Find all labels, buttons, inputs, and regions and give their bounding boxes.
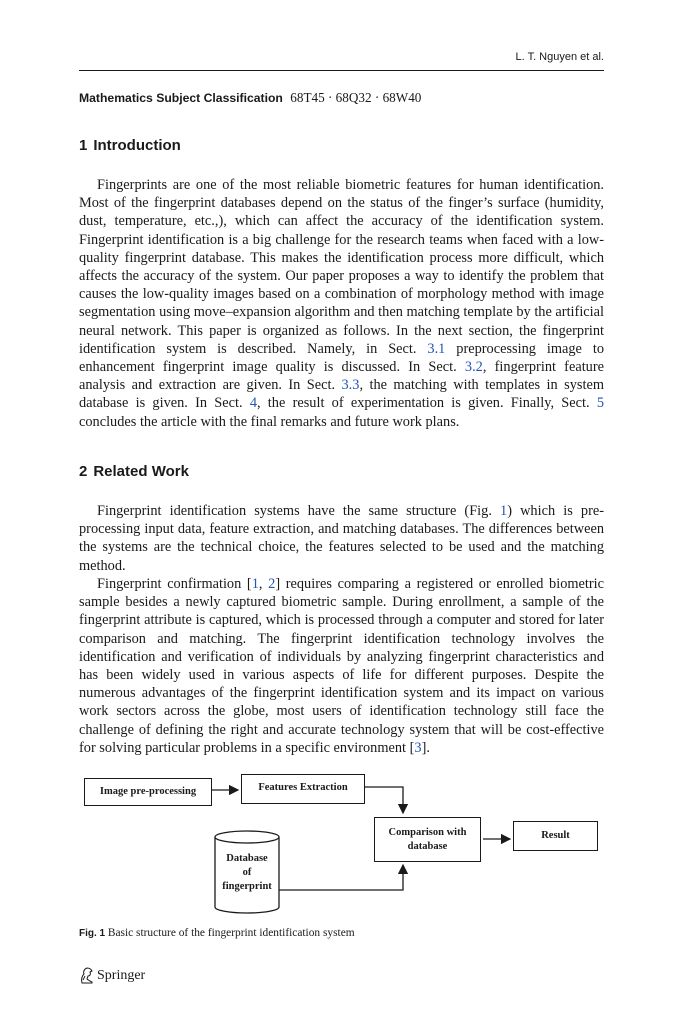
publisher-footer	[79, 967, 145, 984]
section-number: 2	[79, 463, 88, 480]
database-label	[215, 852, 279, 894]
text-run: ] requires comparing a registered or enrolled biometric sample besides a newly captured biometric sample. During enrollment, a sample of the fingerprint attribute is captured, which is processed through a computer and stored for later comparison and matching. The fingerprint identification technology involves the identification and verification of individuals by analyzing fingerprint characteristics and has been widely used in various aspects of life for different purposes. Despite the numerous advantages of the fingerprint identification system and its impact on various work sectors across the globe, most users of identification technology still face the challenge of defining the right and accurate technology system that will be cost-effective for solving particular problems in a specific environment [	[79, 576, 605, 756]
related-paragraph-2	[79, 575, 604, 757]
section-title: Introduction	[93, 137, 181, 154]
publisher-name: Springer	[97, 967, 146, 983]
springer-horse-icon	[79, 967, 94, 984]
link-sect-3-1[interactable]: 3.1	[427, 340, 446, 357]
text-run: concludes the article with the final remarks and future work plans.	[79, 413, 460, 430]
caption-label: Fig. 1	[79, 928, 106, 939]
box-comparison-with-database: Comparison with database	[374, 817, 481, 862]
text-run: Fingerprint identification systems have the same structure (Fig.	[97, 503, 501, 519]
msc-label: Mathematics Subject Classification	[79, 91, 283, 105]
link-ref-3[interactable]: 3	[414, 739, 422, 756]
database-label-line: Database	[226, 853, 268, 864]
running-head: L. T. Nguyen et al.	[515, 51, 604, 63]
text-run: ) which is pre-processing input data, feature extraction, and matching databases. The differences between the systems are the technical choice, the features selected to be used and the matching method.	[79, 503, 604, 574]
section-heading-related-work	[79, 463, 189, 480]
text-run: Fingerprints are one of the most reliable biometric features for human identification. Most of the fingerprint databases depend on the status of the finger’s surface (humidity, dust, temperature, etc.,), which can affect the accuracy of the identification system. Fingerprint identification is a big challenge for the research teams when faced with a low-quality fingerprint database. This makes the identification process more difficult, which affects the accuracy of the system. Our paper proposes a way to identify the problem that causes the low-quality images based on a combination of morphology method with image segmentation using move–expansion algorithm and then matching template by the artificial neural network. This paper is organized as follows. In the next section, the fingerprint identification system is described. Namely, in Sect.	[79, 177, 605, 357]
text-run: Fingerprint confirmation [	[97, 576, 252, 592]
section-number: 1	[79, 137, 88, 154]
link-ref-1[interactable]: 1	[251, 576, 259, 592]
link-sect-4[interactable]: 4	[249, 395, 257, 412]
arrow-database-to-comparison	[278, 865, 403, 890]
related-paragraph-1	[79, 502, 604, 575]
figure-1-diagram	[80, 770, 605, 920]
link-fig-1[interactable]: 1	[500, 503, 508, 519]
database-label-line: of	[242, 867, 252, 878]
section-title: Related Work	[93, 463, 189, 480]
header-rule	[79, 70, 604, 71]
msc-line	[79, 90, 604, 106]
link-sect-3-3[interactable]: 3.3	[341, 377, 360, 394]
database-label-line: fingerprint	[222, 881, 272, 892]
section-heading-introduction	[79, 137, 181, 154]
caption-text: Basic structure of the fingerprint identification system	[107, 927, 355, 939]
link-sect-5[interactable]: 5	[596, 395, 604, 412]
box-image-preprocessing: Image pre-processing	[84, 778, 212, 806]
intro-paragraph	[79, 176, 604, 431]
figure-caption	[79, 927, 355, 939]
text-run: , the matching with templates in system database is given. In Sect.	[79, 377, 604, 412]
box-result: Result	[513, 821, 598, 851]
box-features-extraction: Features Extraction	[241, 774, 365, 804]
arrow-features-to-comparison	[365, 787, 403, 813]
link-ref-2[interactable]: 2	[268, 576, 276, 592]
msc-codes: 68T45 · 68Q32 · 68W40	[290, 90, 422, 105]
text-run: preprocessing image to enhancement fingerprint image quality is discussed. In Sect.	[79, 340, 605, 376]
text-run: ].	[421, 739, 430, 756]
text-run: , fingerprint feature analysis and extraction are given. In Sect.	[79, 359, 604, 394]
text-run: ,	[258, 576, 269, 592]
text-run: , the result of experimentation is given. Finally, Sect.	[256, 395, 597, 412]
link-sect-3-2[interactable]: 3.2	[464, 359, 483, 376]
